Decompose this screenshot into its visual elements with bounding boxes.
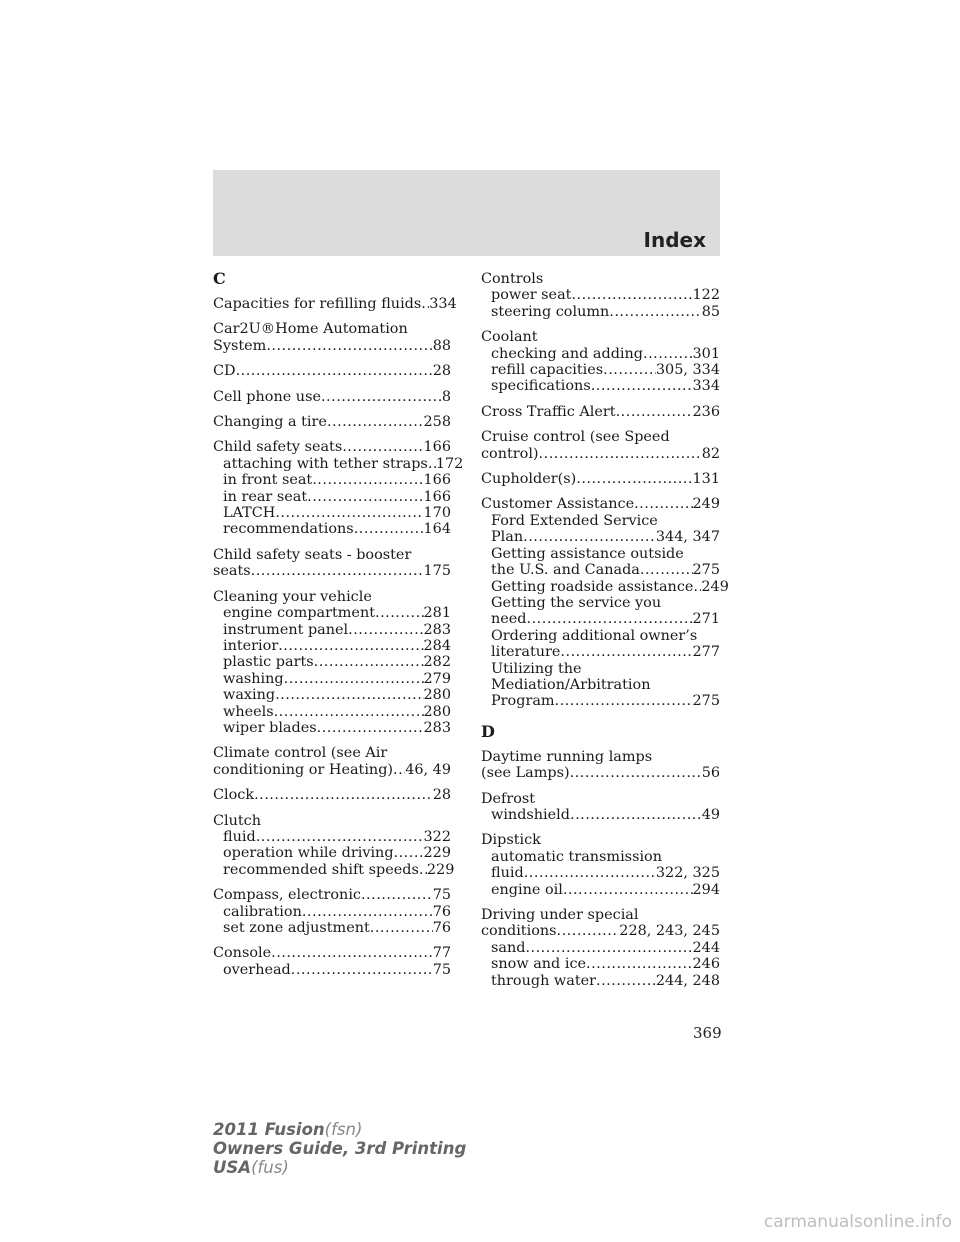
index-subentry-line [481,562,720,578]
index-subentry-line [481,287,720,303]
index-entry-line [481,832,720,848]
entry-text: wiper blades [223,719,317,736]
index-subentry-line [213,489,451,505]
index-subentry-line [481,546,720,562]
index-column-right [481,271,729,989]
entry-text: steering column [491,303,610,320]
index-subentry-line [481,882,720,898]
index-entry [213,945,451,978]
index-entry [481,791,720,824]
index-entry-line [213,787,451,803]
page-reference[interactable]: 283 [423,621,451,638]
entry-text: refill capacities [491,362,604,379]
dot-leader [603,362,656,378]
index-subentry-line [481,595,720,611]
page-reference[interactable]: 28 [432,363,451,380]
page-reference[interactable]: 344, 347 [655,529,720,546]
entry-text: Clock [213,787,255,804]
dot-leader [609,304,701,320]
index-entry-line [213,414,451,430]
page-reference[interactable]: 322 [423,828,451,845]
dot-leader [375,605,424,621]
entry-text: Customer Assistance [481,496,635,513]
dot-leader [591,378,693,394]
page-reference[interactable]: 164 [423,521,451,538]
index-entry-line [481,765,720,781]
dot-leader [555,693,693,709]
entry-text: Clutch [213,812,261,829]
index-subentry-line [481,865,720,881]
page-reference[interactable]: 229 [423,845,451,862]
index-entry [213,414,451,430]
dot-leader [354,521,424,537]
entry-text: Getting roadside assistance [491,578,694,595]
index-entry-line [213,338,451,354]
dot-leader [327,414,424,430]
index-subentry-line [481,940,720,956]
index-entry-line [481,446,720,462]
index-entry [213,887,451,936]
entry-text: in front seat [223,472,313,489]
document-footer [213,1120,466,1177]
index-entry-line [481,907,720,923]
page-reference[interactable]: 334 [692,378,720,395]
page-reference[interactable]: 244, 248 [655,972,720,989]
index-entry [213,321,451,354]
page-reference[interactable]: 75 [432,961,451,978]
dot-leader [523,529,656,545]
dot-leader [393,762,405,778]
page-reference[interactable]: 258 [423,414,451,431]
index-entry-line [481,749,720,765]
entry-text: Program [491,693,555,710]
entry-text: Ordering additional owner’s [491,627,698,644]
entry-text: Child safety seats [213,439,343,456]
index-subentry-line [213,455,464,472]
index-subentry-line [481,378,720,394]
dot-leader [570,765,702,781]
index-subentry-line [213,638,451,654]
entry-text: Cupholder(s) [481,471,577,488]
entry-text: checking and adding [491,345,644,362]
page-reference[interactable]: 271 [692,611,720,628]
entry-text: Plan [491,529,524,546]
section-header-band [213,170,720,256]
index-entry-line [481,471,720,487]
dot-leader [314,654,424,670]
dot-leader [291,962,433,978]
index-subentry-line [481,529,720,545]
entry-text: Cruise control (see Speed [481,429,670,446]
index-letter-heading: D [481,721,495,741]
entry-text: washing [223,670,284,687]
index-entry [481,749,720,782]
entry-text: fluid [223,828,256,845]
entry-text: System [213,337,267,354]
index-entry-line [213,589,451,605]
page-reference[interactable]: 249 [692,496,720,513]
index-subentry-line [213,845,451,861]
page-reference[interactable]: 166 [423,439,451,456]
entry-text: set zone adjustment [223,920,370,936]
index-subentry-line [481,304,720,320]
page-reference[interactable]: 294 [692,881,720,898]
index-entry [481,496,729,710]
index-entry [481,429,720,462]
entry-text: Cross Traffic Alert [481,403,616,420]
index-subentry-line [481,611,720,627]
entry-text: sand [491,939,526,956]
page-reference[interactable]: 77 [432,945,451,962]
index-entry [213,363,451,379]
dot-leader [236,363,433,379]
dot-leader [342,439,423,455]
dot-leader [557,923,620,939]
dot-leader [570,807,702,823]
entry-text: Car2U®Home Automation [213,321,408,338]
entry-text: LATCH [223,505,276,522]
dot-leader [284,671,424,687]
entry-text: CD [213,363,236,380]
page-reference[interactable]: 46, 49 [405,761,451,778]
index-entry-line [481,404,720,420]
page-reference[interactable]: 249 [701,578,729,595]
footer-model-code: (fsn) [324,1120,363,1139]
index-entry [213,296,457,312]
entry-text: Ford Extended Service [491,512,658,529]
entry-text: power seat [491,287,572,304]
index-subentry-line [213,704,451,720]
entry-text: recommendations [223,521,354,538]
dot-leader [693,579,701,595]
index-entry-line [481,923,720,939]
entry-text: Mediation/Arbitration [491,676,651,693]
index-subentry-line [481,849,720,865]
index-entry-line [213,363,451,379]
entry-text: interior [223,637,279,654]
page-reference[interactable]: 279 [423,670,451,687]
dot-leader [307,489,423,505]
index-subentry-line [213,472,451,488]
watermark: carmanualsonline.info [763,1212,952,1232]
dot-leader [560,644,692,660]
index-subentry-line [213,720,451,736]
page-reference[interactable]: 284 [423,637,451,654]
dot-leader [428,456,436,472]
index-subentry-line [481,956,720,972]
entry-text: Cleaning your vehicle [213,588,372,605]
entry-text: control) [481,445,539,462]
page-reference[interactable]: 275 [692,693,720,710]
entry-text: Cell phone use [213,388,321,405]
entry-text: overhead [223,961,291,978]
index-subentry-line [213,829,451,845]
index-subentry-line [481,807,720,823]
page-reference[interactable]: 282 [423,654,451,671]
index-entry-line [481,791,720,807]
page-number: 369 [693,1024,722,1042]
dot-leader [524,865,656,881]
entry-text: Daytime running lamps [481,748,653,765]
page-reference[interactable]: 56 [701,765,720,782]
footer-line-3 [213,1158,466,1177]
page-reference[interactable]: 275 [692,562,720,579]
page-reference[interactable]: 277 [692,644,720,661]
entry-text: windshield [491,806,570,823]
index-subentry-line [481,346,720,362]
footer-market: USA [213,1158,252,1177]
index-letter-heading: C [213,269,226,288]
entry-text: plastic parts [223,654,314,671]
page-reference[interactable]: 75 [432,887,451,904]
entry-text: in rear seat [223,488,308,505]
page-reference[interactable]: 88 [432,337,451,354]
index-entry-line [481,271,720,287]
dot-leader [525,940,692,956]
page-reference[interactable]: 301 [692,345,720,362]
page-reference[interactable]: 82 [701,445,720,462]
dot-leader [317,720,424,736]
entry-text: Capacities for refilling fluids [213,296,422,312]
dot-leader [643,346,693,362]
entry-text: fluid [491,865,524,882]
entry-text: Console [213,945,272,962]
dot-leader [302,904,433,920]
entry-text: Getting assistance outside [491,545,684,562]
dot-leader [571,287,692,303]
index-entry [213,812,455,879]
entry-text: specifications [491,378,591,395]
index-entry-line [213,945,451,961]
dot-leader [278,638,423,654]
index-entry [481,471,720,487]
entry-text: Coolant [481,329,538,346]
page-reference[interactable]: 281 [423,605,451,622]
index-subentry-line [481,661,720,677]
index-entry-line [481,329,720,345]
entry-text: Dipstick [481,832,541,849]
index-subentry-line [481,578,729,595]
entry-text: calibration [223,903,302,920]
dot-leader [634,496,692,512]
dot-leader [421,296,429,312]
index-subentry-line [213,671,451,687]
index-entry [213,589,451,737]
page-reference[interactable]: 244 [692,939,720,956]
entry-text: Defrost [481,790,536,807]
dot-leader [312,472,423,488]
index-entry [213,787,451,803]
entry-text: literature [491,644,561,661]
index-subentry-line [481,362,720,378]
index-subentry-line [213,962,451,978]
index-entry-line [213,321,451,337]
index-subentry-line [213,605,451,621]
page-reference[interactable]: 76 [432,920,451,936]
dot-leader [361,887,433,903]
index-subentry-line [213,622,451,638]
index-entry-line [213,563,451,579]
page-reference[interactable]: 131 [692,471,720,488]
index-entry-line [213,296,457,312]
footer-line-1 [213,1120,466,1139]
page-reference[interactable]: 76 [432,903,451,920]
index-subentry-line [481,644,720,660]
index-entry-line [213,439,451,455]
entry-text: (see Lamps) [481,765,570,782]
index-entry-line [481,429,720,445]
index-entry [481,907,720,989]
entry-text: conditions [481,923,557,940]
entry-text: operation while driving [223,845,394,862]
entry-text: engine oil [491,881,563,898]
dot-leader [394,845,424,861]
page-reference[interactable]: 122 [692,287,720,304]
page-reference[interactable]: 8 [441,388,451,405]
entry-text: Driving under special [481,907,639,923]
entry-text: snow and ice [491,956,587,973]
index-subentry-line [213,904,451,920]
index-subentry-line [213,654,451,670]
page-reference[interactable]: 28 [432,787,451,804]
page-reference[interactable]: 280 [423,687,451,704]
dot-leader [266,338,432,354]
page-reference[interactable]: 229 [426,861,455,878]
page-reference[interactable]: 334 [429,296,457,312]
index-entry [481,271,720,320]
dot-leader [256,829,424,845]
entry-text: wheels [223,703,274,720]
index-entry [213,547,451,580]
entry-text: Changing a tire [213,414,327,431]
index-subentry-line [213,920,451,936]
entry-text: Compass, electronic [213,887,361,904]
page-reference[interactable]: 283 [423,719,451,736]
index-column-left [213,269,464,978]
index-entry [213,439,464,538]
dot-leader [271,945,433,961]
index-subentry-line [481,513,720,529]
entry-text: recommended shift speeds [223,861,419,878]
index-subentry-line [213,687,451,703]
entry-text: seats [213,563,251,580]
entry-text: attaching with tether straps [223,455,428,472]
index-entry [213,745,451,778]
dot-leader [275,687,423,703]
dot-leader [275,505,423,521]
page-reference[interactable]: 322, 325 [655,865,720,882]
page-reference[interactable]: 166 [423,472,451,489]
entry-text: Climate control (see Air [213,745,388,762]
page-reference[interactable]: 85 [701,303,720,320]
entry-text: engine compartment [223,605,375,622]
page-reference[interactable]: 172 [435,455,464,472]
page-reference[interactable]: 228, 243, 245 [619,923,720,940]
index-entry-line [213,547,451,563]
entry-text: automatic transmission [491,848,662,865]
section-title: Index [643,228,706,252]
index-subentry-line [213,505,451,521]
dot-leader [370,920,433,936]
page-reference[interactable]: 305, 334 [655,362,720,379]
dot-leader [616,404,693,420]
entry-text: through water [491,972,596,989]
page-reference[interactable]: 166 [423,488,451,505]
index-subentry-line [213,521,451,537]
index-entry [481,832,720,898]
entry-text: instrument panel [223,621,349,638]
entry-text: Utilizing the [491,660,582,677]
dot-leader [563,882,693,898]
entry-text: Getting the service you [491,594,662,611]
page-reference[interactable]: 175 [423,563,451,580]
dot-leader [254,787,433,803]
page-reference[interactable]: 280 [423,703,451,720]
index-entry [481,404,720,420]
dot-leader [586,956,693,972]
index-subentry-line [481,628,720,644]
entry-text: waxing [223,687,276,704]
dot-leader [348,622,423,638]
dot-leader [274,704,424,720]
footer-model: 2011 Fusion [213,1120,325,1139]
entry-text: the U.S. and Canada [491,562,640,579]
dot-leader [321,389,442,405]
footer-market-code: (fus) [251,1158,289,1177]
index-subentry-line [481,693,720,709]
index-entry-line [213,887,451,903]
page-reference[interactable]: 49 [701,806,720,823]
dot-leader [251,563,424,579]
footer-line-2: Owners Guide, 3rd Printing [213,1139,467,1158]
index-entry [213,389,451,405]
page-reference[interactable]: 170 [423,505,451,522]
entry-text: Controls [481,271,544,287]
entry-text: conditioning or Heating) [213,761,394,778]
index-entry-line [213,745,451,761]
page-reference[interactable]: 236 [692,403,720,420]
index-entry-line [213,762,451,778]
index-entry-line [213,389,451,405]
dot-leader [640,562,693,578]
dot-leader [419,862,427,878]
entry-text: Child safety seats - booster [213,546,412,563]
index-entry-line [481,496,720,512]
index-subentry-line [213,861,455,878]
dot-leader [539,446,702,462]
entry-text: need [491,611,527,628]
dot-leader [527,611,693,627]
index-entry [481,329,720,395]
index-entry-line [213,813,451,829]
index-subentry-line [481,677,720,693]
page-reference[interactable]: 246 [692,956,720,973]
dot-leader [576,471,692,487]
index-subentry-line [481,973,720,989]
dot-leader [596,973,656,989]
